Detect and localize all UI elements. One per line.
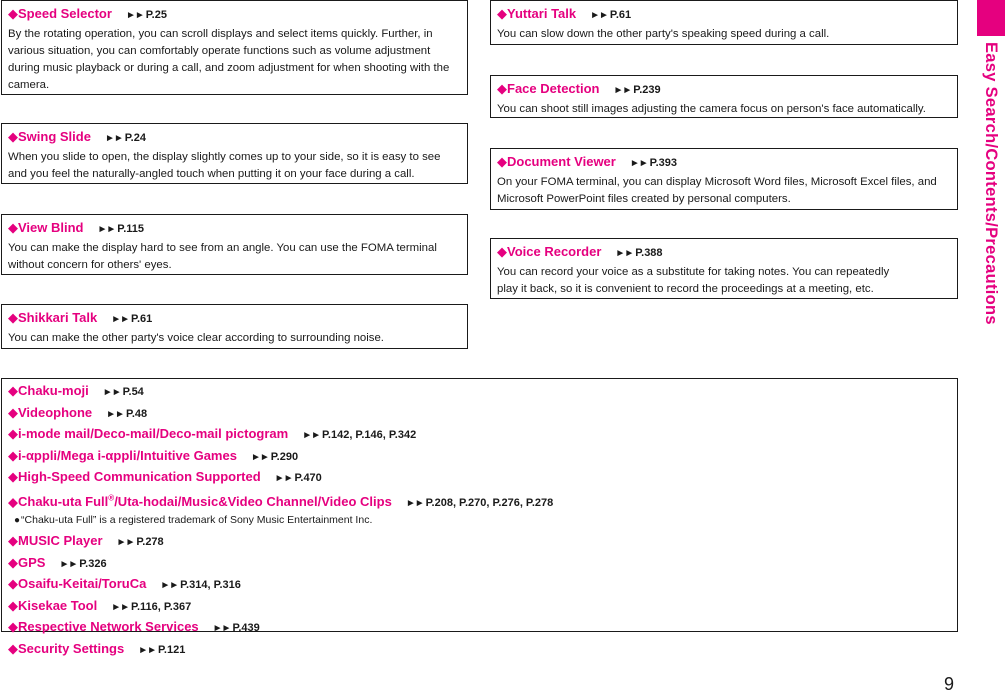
- arrow-icon: ►►: [613, 85, 632, 96]
- list-item-title: i-αppli/Mega i-αppli/Intuitive Games: [18, 447, 237, 463]
- page-ref-link[interactable]: ►► P.326: [59, 557, 107, 570]
- feature-title: View Blind: [18, 220, 84, 235]
- arrow-icon: ►►: [138, 644, 156, 656]
- arrow-icon: ►►: [250, 451, 269, 463]
- feature-box-yuttari-talk: [490, 0, 958, 45]
- list-item-title: Security Settings: [18, 640, 125, 656]
- feature-box-speed-selector: [1, 0, 468, 95]
- feature-title: Swing Slide: [18, 129, 91, 144]
- arrow-icon: ►►: [104, 133, 123, 144]
- arrow-icon: ►►: [106, 408, 124, 420]
- diamond-icon: ◆: [8, 576, 18, 592]
- list-item: [8, 574, 951, 596]
- page-ref-link[interactable]: ►► P.48: [106, 407, 148, 420]
- page-ref-link[interactable]: ►► P.393: [629, 157, 677, 169]
- feature-description: On your FOMA terminal, you can display Microsoft Word files, Microsoft Excel files, and Microsoft PowerPoint files created by personal computers.: [497, 176, 937, 205]
- feature-description: You can record your voice as a substitute for taking notes. You can repeatedly play it back, so it is convenient to record the proceedings at a meeting, etc.: [497, 266, 890, 295]
- list-item-title: Chaku-moji: [18, 383, 89, 398]
- page-ref-link[interactable]: ►► P.24: [104, 132, 146, 144]
- arrow-icon: ►►: [405, 497, 424, 509]
- page-ref-link[interactable]: ►► P.115: [97, 223, 145, 235]
- feature-title: Document Viewer: [507, 154, 616, 169]
- arrow-icon: ►►: [125, 10, 144, 21]
- feature-description: By the rotating operation, you can scroll displays and select items quickly. Further, in various situation, you can comfortably operate functions such as volume adjustment during music playback or during a call, and zoom adjustment for when shooting with the camera.: [8, 28, 450, 91]
- diamond-icon: ◆: [497, 244, 507, 259]
- bullet-icon: ●: [14, 515, 21, 527]
- page-ref-link[interactable]: ►► P.121: [138, 643, 186, 656]
- arrow-icon: ►►: [111, 601, 130, 613]
- arrow-icon: ►►: [274, 473, 293, 484]
- diamond-icon: ◆: [8, 6, 18, 21]
- list-item-title: GPS: [18, 554, 46, 570]
- page-ref-link[interactable]: ►► P.208, P.270, P.276, P.278: [405, 496, 554, 509]
- list-item: [8, 617, 951, 639]
- page-ref-link[interactable]: ►► P.278: [116, 536, 164, 549]
- arrow-icon: ►►: [615, 248, 634, 259]
- feature-title: Voice Recorder: [507, 244, 602, 259]
- page-ref-link[interactable]: ►► P.142, P.146, P.342: [302, 429, 417, 441]
- feature-list-box: [1, 378, 958, 656]
- list-item: [8, 639, 951, 661]
- diamond-icon: ◆: [8, 493, 18, 509]
- page-ref-link[interactable]: ►► P.388: [615, 247, 663, 259]
- page-ref-link[interactable]: ►► P.239: [613, 84, 661, 96]
- list-item-title: High-Speed Communication Supported: [18, 469, 261, 484]
- feature-title: Face Detection: [507, 81, 600, 96]
- diamond-icon: ◆: [8, 383, 18, 398]
- page-ref-link[interactable]: ►► P.61: [111, 313, 153, 325]
- feature-box-swing-slide: [1, 123, 468, 184]
- list-item: [8, 403, 951, 425]
- arrow-icon: ►►: [102, 387, 121, 398]
- arrow-icon: ►►: [212, 623, 231, 635]
- arrow-icon: ►►: [116, 537, 135, 549]
- list-item-title: Respective Network Services: [18, 619, 199, 635]
- feature-description: You can make the display hard to see from an angle. You can use the FOMA terminal without concern for others' eyes.: [8, 242, 437, 271]
- list-item: [8, 531, 951, 553]
- feature-box-shikkari-talk: [1, 304, 468, 349]
- list-item: [8, 381, 951, 403]
- page-ref-link[interactable]: ►► P.54: [102, 386, 144, 398]
- list-item-title: Kisekae Tool: [18, 597, 98, 613]
- list-item: [8, 467, 951, 489]
- side-tab-label[interactable]: Easy Search/Contents/Precautions: [982, 42, 1000, 325]
- diamond-icon: ◆: [497, 81, 507, 96]
- diamond-icon: ◆: [8, 533, 18, 549]
- list-item: [8, 424, 951, 446]
- feature-title: Yuttari Talk: [507, 6, 577, 21]
- feature-description: You can shoot still images adjusting the camera focus on person's face automatically.: [497, 103, 926, 115]
- page-ref-link[interactable]: ►► P.470: [274, 472, 322, 484]
- diamond-icon: ◆: [497, 6, 507, 21]
- page-ref-link[interactable]: ►► P.116, P.367: [111, 600, 192, 613]
- feature-title: Shikkari Talk: [18, 310, 98, 325]
- diamond-icon: ◆: [8, 404, 18, 420]
- list-item-title: Videophone: [18, 404, 93, 420]
- arrow-icon: ►►: [160, 580, 179, 592]
- arrow-icon: ►►: [590, 10, 608, 21]
- feature-description: When you slide to open, the display slightly comes up to your side, so it is easy to see and you feel the naturally-angled touch when putting it on your face during a call.: [8, 151, 441, 180]
- list-item: [8, 446, 951, 468]
- diamond-icon: ◆: [8, 426, 18, 441]
- trademark-note: ●“Chaku-uta Full” is a registered trademark of Sony Music Entertainment Inc.: [14, 514, 373, 527]
- diamond-icon: ◆: [8, 554, 18, 570]
- diamond-icon: ◆: [8, 640, 18, 656]
- feature-box-voice-recorder: [490, 238, 958, 299]
- page-ref-link[interactable]: ►► P.61: [590, 9, 632, 21]
- diamond-icon: ◆: [8, 469, 18, 484]
- side-tab-marker: [977, 0, 1005, 36]
- diamond-icon: ◆: [8, 619, 18, 635]
- page-ref-link[interactable]: ►► P.439: [212, 622, 260, 635]
- list-item: [8, 596, 951, 618]
- feature-box-face-detection: [490, 75, 958, 118]
- arrow-icon: ►►: [97, 224, 116, 235]
- registered-mark: ®: [108, 493, 115, 503]
- list-item: [8, 489, 951, 514]
- feature-title: Speed Selector: [18, 6, 112, 21]
- page-number: 9: [944, 674, 955, 694]
- list-item-title: MUSIC Player: [18, 533, 103, 549]
- feature-box-view-blind: [1, 214, 468, 275]
- page-ref-link[interactable]: ►► P.314, P.316: [160, 579, 241, 592]
- diamond-icon: ◆: [8, 597, 18, 613]
- feature-description: You can make the other party's voice clear according to surrounding noise.: [8, 332, 384, 344]
- arrow-icon: ►►: [111, 314, 130, 325]
- arrow-icon: ►►: [302, 430, 320, 441]
- diamond-icon: ◆: [8, 220, 18, 235]
- list-item: [8, 553, 951, 575]
- list-item-title: i-mode mail/Deco-mail/Deco-mail pictogram: [18, 426, 289, 441]
- diamond-icon: ◆: [8, 447, 18, 463]
- arrow-icon: ►►: [59, 558, 78, 570]
- arrow-icon: ►►: [629, 158, 648, 169]
- feature-description: You can slow down the other party's speaking speed during a call.: [497, 28, 830, 40]
- diamond-icon: ◆: [8, 129, 18, 144]
- feature-box-document-viewer: [490, 148, 958, 210]
- page-ref-link[interactable]: ►► P.290: [250, 450, 299, 463]
- list-item-title: Chaku-uta Full®/Uta-hodai/Music&Video Channel/Video Clips: [18, 493, 392, 509]
- page-ref-link[interactable]: ►► P.25: [125, 9, 167, 21]
- list-item-title: Osaifu-Keitai/ToruCa: [18, 576, 147, 592]
- diamond-icon: ◆: [8, 310, 18, 325]
- diamond-icon: ◆: [497, 154, 507, 169]
